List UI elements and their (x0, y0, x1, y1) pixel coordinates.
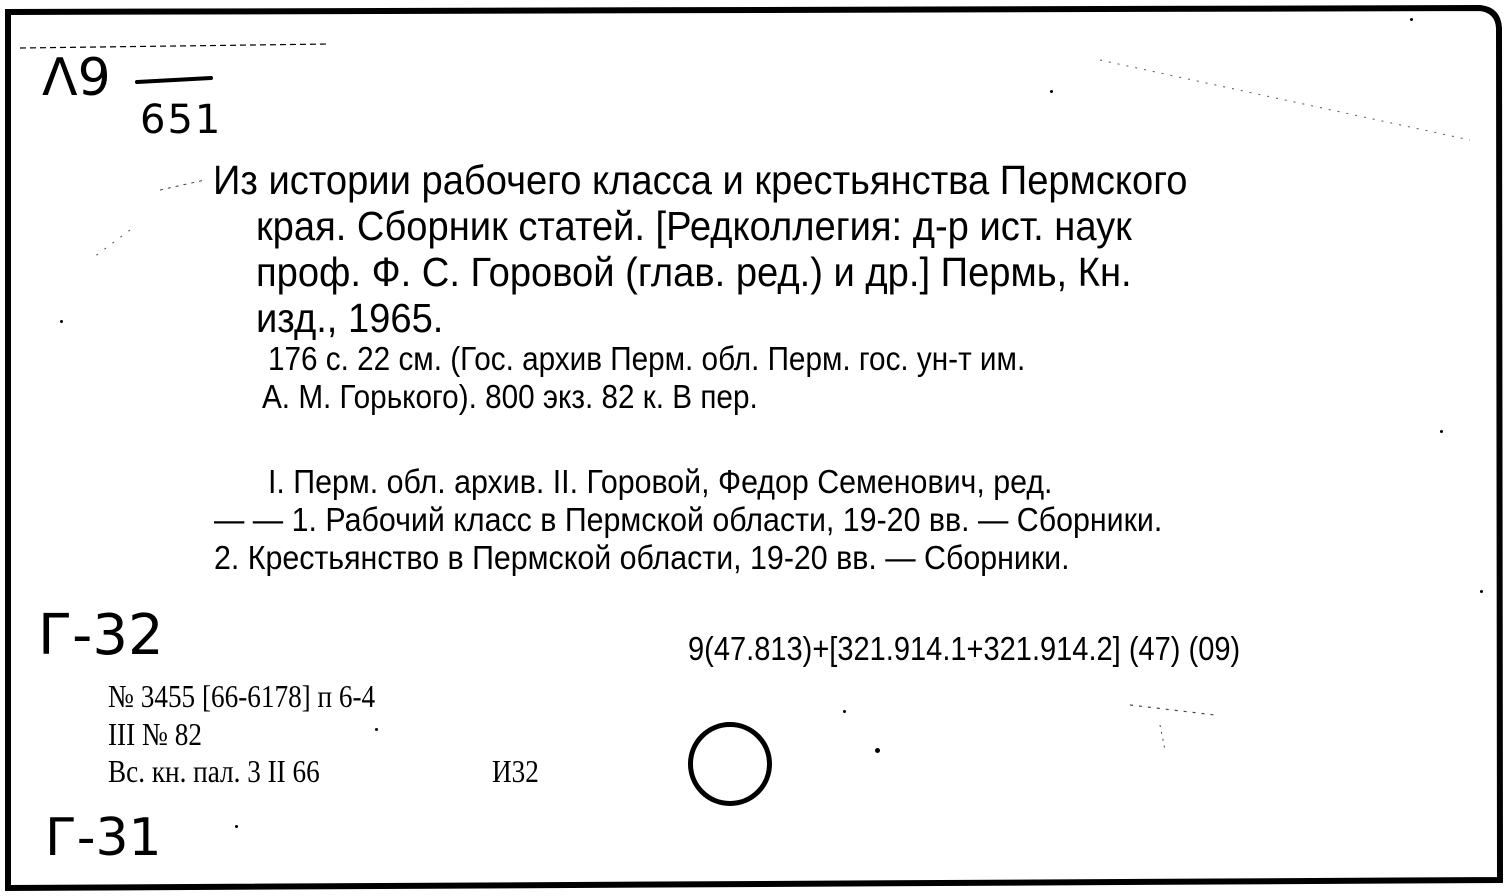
physical-description-line-1: 176 с. 22 см. (Гос. архив Перм. обл. Перм. гос. ун-т им. (268, 340, 1026, 377)
ink-speck (843, 710, 846, 713)
ink-speck (375, 728, 378, 731)
entry-title-line-3: проф. Ф. С. Горовой (глав. ред.) и др.] Пермь, Кн. (256, 249, 1132, 295)
entry-title-line-1: Из истории рабочего класса и крестьянства Пермского (213, 157, 1188, 203)
ink-speck (235, 825, 238, 828)
ink-speck (1480, 590, 1483, 593)
physical-description-line-2: А. М. Горького). 800 экз. 82 к. В пер. (262, 378, 758, 415)
ink-speck (1410, 18, 1413, 21)
handwritten-top-code-sub: 651 (140, 97, 223, 143)
footer-chamber-line: Вс. кн. пал. 3 II 66 (108, 753, 320, 789)
entry-title-line-2: края. Сборник статей. [Редколлегия: д-р ист. наук (256, 203, 1132, 249)
tracing-line-1: I. Перм. обл. архив. II. Горовой, Федор Семенович, ред. (268, 463, 1053, 500)
classification-index: 9(47.813)+[321.914.1+321.914.2] (47) (09) (688, 630, 1241, 667)
entry-title-line-4: изд., 1965. (256, 295, 444, 341)
footer-code: И32 (492, 753, 539, 789)
handwritten-shelf-mark-1: Г-32 (38, 603, 164, 668)
ink-speck (1440, 430, 1443, 433)
handwritten-shelf-mark-2: Г-31 (45, 808, 162, 868)
tracing-line-3: 2. Крестьянство в Пермской области, 19-20 вв. — Сборники. (214, 539, 1070, 576)
tracing-line-2: — — 1. Рабочий класс в Пермской области, 19-20 вв. — Сборники. (214, 501, 1163, 538)
card-punch-hole (688, 722, 772, 806)
footer-series-line: III № 82 (108, 716, 202, 752)
ink-speck (60, 320, 63, 323)
ink-speck (875, 748, 880, 753)
handwritten-underline (135, 70, 215, 90)
handwritten-top-code: Λ9 (42, 48, 111, 108)
ink-speck (1050, 90, 1053, 93)
footer-registry-line: № 3455 [66-6178] п 6-4 (108, 678, 376, 714)
